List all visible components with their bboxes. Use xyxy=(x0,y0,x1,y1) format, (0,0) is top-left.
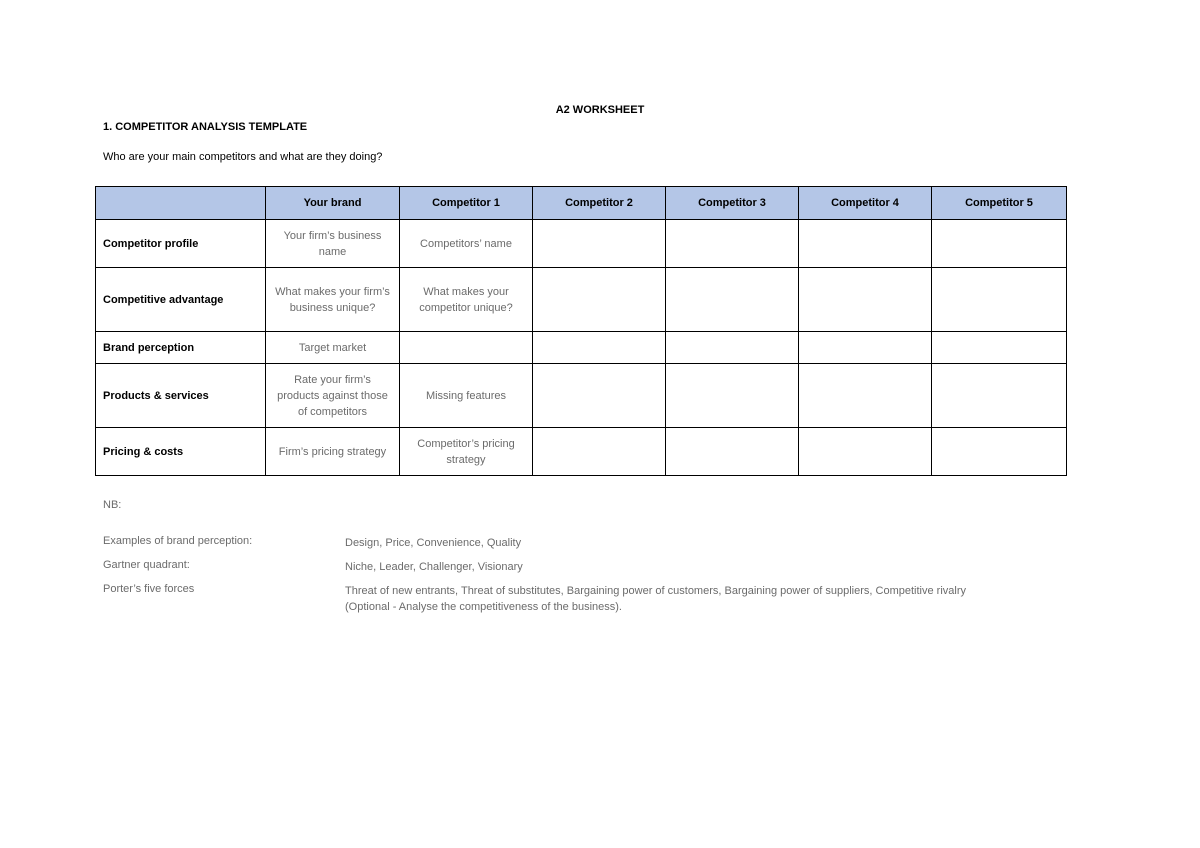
cell-your-brand[interactable]: Target market xyxy=(266,332,400,364)
cell-competitor-5[interactable] xyxy=(932,428,1067,476)
cell-your-brand[interactable]: Rate your firm’s products against those of competitors xyxy=(266,364,400,428)
table-row xyxy=(96,428,1067,476)
cell-competitor-3[interactable] xyxy=(666,332,799,364)
header-competitor-5: Competitor 5 xyxy=(932,187,1067,220)
table-row xyxy=(96,332,1067,364)
cell-competitor-4[interactable] xyxy=(799,332,932,364)
section-title: 1. COMPETITOR ANALYSIS TEMPLATE xyxy=(103,121,308,133)
cell-competitor-4[interactable] xyxy=(799,428,932,476)
competitor-table xyxy=(95,186,1067,476)
row-label-pricing-costs: Pricing & costs xyxy=(96,428,266,476)
cell-competitor-5[interactable] xyxy=(932,268,1067,332)
table-header-row xyxy=(96,187,1067,220)
row-label-competitor-profile: Competitor profile xyxy=(96,220,266,268)
cell-competitor-2[interactable] xyxy=(533,332,666,364)
row-label-competitive-advantage: Competitive advantage xyxy=(96,268,266,332)
note-label-porter: Porter’s five forces xyxy=(103,583,195,595)
cell-competitor-1[interactable]: Competitor’s pricing strategy xyxy=(400,428,533,476)
table-row xyxy=(96,220,1067,268)
cell-competitor-4[interactable] xyxy=(799,268,932,332)
header-your-brand: Your brand xyxy=(266,187,400,220)
cell-competitor-5[interactable] xyxy=(932,364,1067,428)
cell-competitor-2[interactable] xyxy=(533,220,666,268)
cell-competitor-2[interactable] xyxy=(533,364,666,428)
note-value-brand-perception: Design, Price, Convenience, Quality xyxy=(345,537,522,549)
question-text: Who are your main competitors and what are they doing? xyxy=(103,151,383,163)
note-value-gartner: Niche, Leader, Challenger, Visionary xyxy=(345,561,523,573)
note-value-porter-optional: (Optional - Analyse the competitiveness of the business). xyxy=(345,601,622,613)
header-cell-empty xyxy=(96,187,266,220)
cell-competitor-3[interactable] xyxy=(666,220,799,268)
note-label-brand-perception: Examples of brand perception: xyxy=(103,535,253,547)
cell-your-brand[interactable]: What makes your firm’s business unique? xyxy=(266,268,400,332)
cell-competitor-5[interactable] xyxy=(932,332,1067,364)
row-label-brand-perception: Brand perception xyxy=(96,332,266,364)
cell-competitor-1[interactable] xyxy=(400,332,533,364)
cell-competitor-2[interactable] xyxy=(533,428,666,476)
row-label-products-services: Products & services xyxy=(96,364,266,428)
cell-your-brand[interactable]: Firm’s pricing strategy xyxy=(266,428,400,476)
cell-competitor-2[interactable] xyxy=(533,268,666,332)
page-title: A2 WORKSHEET xyxy=(555,104,645,116)
cell-competitor-1[interactable]: What makes your competitor unique? xyxy=(400,268,533,332)
cell-competitor-3[interactable] xyxy=(666,428,799,476)
cell-competitor-4[interactable] xyxy=(799,220,932,268)
cell-competitor-5[interactable] xyxy=(932,220,1067,268)
header-competitor-2: Competitor 2 xyxy=(533,187,666,220)
header-competitor-3: Competitor 3 xyxy=(666,187,799,220)
table-row xyxy=(96,268,1067,332)
note-label-gartner: Gartner quadrant: xyxy=(103,559,190,571)
nb-label: NB: xyxy=(103,499,122,511)
note-value-porter: Threat of new entrants, Threat of substitutes, Bargaining power of customers, Bargaining power of suppliers, Competitive rivalry xyxy=(345,585,966,597)
cell-competitor-1[interactable]: Missing features xyxy=(400,364,533,428)
cell-your-brand[interactable]: Your firm’s business name xyxy=(266,220,400,268)
cell-competitor-4[interactable] xyxy=(799,364,932,428)
header-competitor-1: Competitor 1 xyxy=(400,187,533,220)
cell-competitor-3[interactable] xyxy=(666,268,799,332)
cell-competitor-3[interactable] xyxy=(666,364,799,428)
header-competitor-4: Competitor 4 xyxy=(799,187,932,220)
table-row xyxy=(96,364,1067,428)
cell-competitor-1[interactable]: Competitors’ name xyxy=(400,220,533,268)
